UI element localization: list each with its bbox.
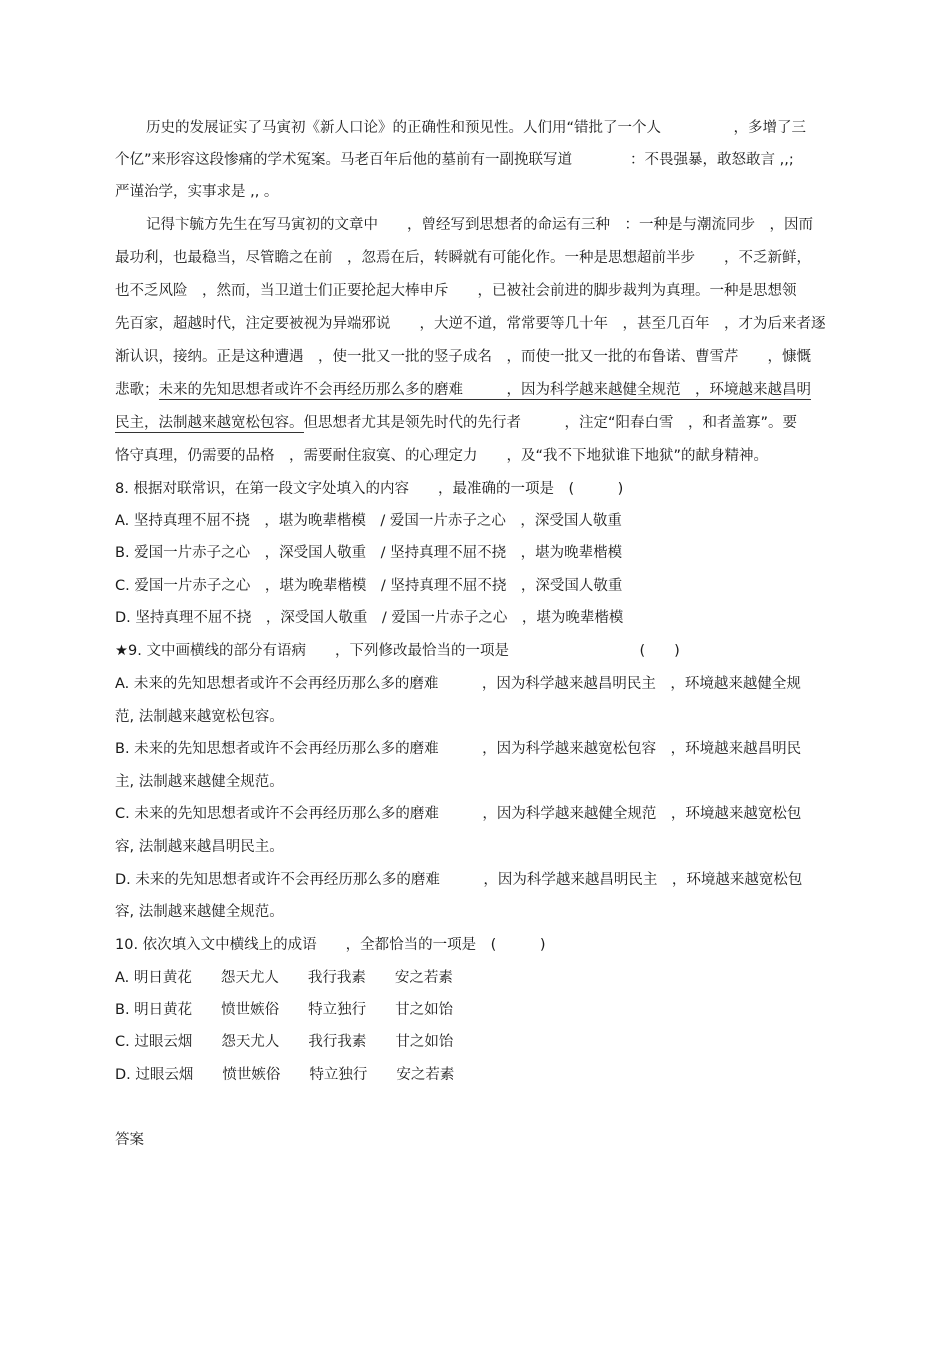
q8-option-d: D. 坚持真理不屈不挠 ，深受国人敬重 / 爱国一片赤子之心 ，堪为晚辈楷模 [115, 610, 624, 626]
q10-option-b: B. 明日黄花 愤世嫉俗 特立独行 甘之如饴 [115, 1002, 454, 1018]
underlined-sentence-part-1: 未来的先知思想者或许不会再经历那么多的磨难 ，因为科学越来越健全规范 ，环境越来越昌明 [158, 382, 811, 398]
q9-option-b-line-1: B. 未来的先知思想者或许不会再经历那么多的磨难 ，因为科学越来越宽松包容 ，环境越来越昌明民 [115, 741, 802, 757]
passage-p2-line-3: 也不乏风险 ，然而，当卫道士们正要抡起大棒申斥 ，已被社会前进的脚步裁判为真理。一种是思想领 [115, 283, 797, 299]
passage-p1-line-2: 个亿”来形容这段惨痛的学术冤案。马老百年后他的墓前有一副挽联写道 ：不畏强暴，敢怒敢言 ,,; [115, 152, 794, 168]
q9-stem: ★9. 文中画横线的部分有语病 ，下列修改最恰当的一项是 ( ) [115, 643, 680, 659]
passage-p2-line-7 [115, 413, 835, 433]
underlined-sentence-part-2: 民主，法制越来越宽松包容。 [115, 415, 304, 431]
passage-p1-line-3: 严谨治学，实事求是 ,, 。 [115, 184, 279, 200]
answer-label: 答案 [115, 1132, 144, 1148]
q9-option-c-line-2: 容, 法制越来越昌明民主。 [115, 839, 284, 855]
passage-p2-line-2: 最功利，也最稳当，尽管瞻之在前 ，忽焉在后，转瞬就有可能化作。一种是思想超前半步 ，不乏新鲜， [115, 250, 811, 266]
q8-stem: 8. 根据对联常识，在第一段文字处填入的内容 ，最准确的一项是 ( ) [115, 481, 624, 497]
q9-option-d-line-1: D. 未来的先知思想者或许不会再经历那么多的磨难 ，因为科学越来越昌明民主 ，环境越来越宽松包 [115, 872, 803, 888]
passage-p2-line-4: 先百家，超越时代，注定要被视为异端邪说 ，大逆不道，常常要等几十年 ，甚至几百年 ，才为后来者逐 [115, 316, 826, 332]
q9-option-a-line-1: A. 未来的先知思想者或许不会再经历那么多的磨难 ，因为科学越来越昌明民主 ，环境越来越健全规 [115, 676, 801, 692]
passage-p2-line-8: 恪守真理，仍需要的品格 ，需要耐住寂寞、的心理定力 ，及“我不下地狱谁下地狱”的献身精神。 [115, 448, 769, 464]
q9-option-a-line-2: 范, 法制越来越宽松包容。 [115, 709, 284, 725]
passage-p2-line-7-rest: 但思想者尤其是领先时代的先行者 ，注定“阳春白雪 ，和者盖寡”。要 [303, 415, 798, 431]
passage-p2-line-6-prefix: 悲歌； [115, 382, 159, 398]
q8-option-a: A. 坚持真理不屈不挠 ，堪为晚辈楷模 / 爱国一片赤子之心 ，深受国人敬重 [115, 513, 622, 529]
q10-stem: 10. 依次填入文中横线上的成语 ，全都恰当的一项是 ( ) [115, 937, 546, 953]
passage-p2-line-1: 记得卞毓方先生在写马寅初的文章中 ，曾经写到思想者的命运有三种 ：一种是与潮流同步 ，因而 [146, 217, 813, 233]
q8-option-c: C. 爱国一片赤子之心 ，堪为晚辈楷模 / 坚持真理不屈不挠 ，深受国人敬重 [115, 578, 623, 594]
q8-option-b: B. 爱国一片赤子之心 ，深受国人敬重 / 坚持真理不屈不挠 ，堪为晚辈楷模 [115, 545, 623, 561]
passage-p1-line-1: 历史的发展证实了马寅初《新人口论》的正确性和预见性。人们用“错批了一个人 ，多增了三 [146, 120, 807, 136]
q10-option-d: D. 过眼云烟 愤世嫉俗 特立独行 安之若素 [115, 1067, 455, 1083]
q9-option-c-line-1: C. 未来的先知思想者或许不会再经历那么多的磨难 ，因为科学越来越健全规范 ，环境越来越宽松包 [115, 806, 802, 822]
q10-option-a: A. 明日黄花 怨天尤人 我行我素 安之若素 [115, 970, 453, 986]
q9-option-d-line-2: 容, 法制越来越健全规范。 [115, 904, 284, 920]
q9-option-b-line-2: 主, 法制越来越健全规范。 [115, 774, 284, 790]
passage-p2-line-5: 渐认识，接纳。正是这种遭遇 ，使一批又一批的竖子成名 ，而使一批又一批的布鲁诺、曹雪芹 ，慷慨 [115, 349, 811, 365]
passage-p2-line-6 [115, 380, 835, 400]
q10-option-c: C. 过眼云烟 怨天尤人 我行我素 甘之如饴 [115, 1034, 454, 1050]
